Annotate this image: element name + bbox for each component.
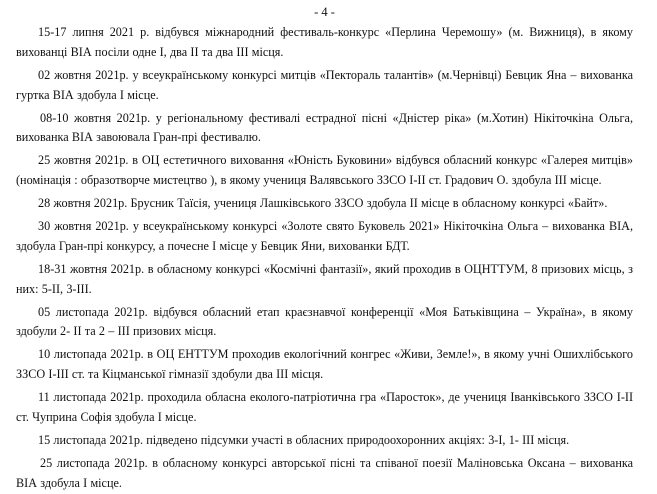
paragraph-zhyvy-zemle: 10 листопада 2021р. в ОЦ ЕНТТУМ проходив екологічний конгрес «Живи, Земле!», в якому учні Ошихлібського ЗЗСО І-ІІІ ст. та Кіцманської гімназії здобули два ІІІ місця. <box>16 347 633 382</box>
paragraph-pryrodookhoronni-aktsii: 15 листопада 2021р. підведено підсумки участі в обласних природоохоронних акціях: 3-І, 1- ІІІ місця. <box>38 433 570 448</box>
paragraph-kosmichni-fantazii: 18-31 жовтня 2021р. в обласному конкурсі «Космічні фантазії», який проходив в ОЦНТТУМ, 8 призових місць, з них: 5-ІІ, 3-ІІІ. <box>16 261 633 296</box>
paragraph-parostok: 11 листопада 2021р. проходила обласна еколого-патріотична гра «Паросток», де учениця Іванківського ЗЗСО І-ІІ ст. Чуприна Софія здобула І місце. <box>16 390 633 425</box>
paragraph-bait-contest: 28 жовтня 2021р. Брусник Таїсія, учениця Лашківського ЗЗСО здобула ІІ місце в обласному конкурсі «Байт». <box>38 196 608 211</box>
paragraph-cheremosh-festival: 15-17 липня 2021 р. відбувся міжнародний фестиваль-конкурс «Перлина Черемошу» (м. Вижниця), в якому вихованці ВІА посіли одне І, два ІІ та два ІІІ місця. <box>16 25 633 59</box>
paragraph-moia-batkivshchyna: 05 листопада 2021р. відбувся обласний етап краєзнавчої конференції «Моя Батьківщина – Україна», в якому здобули 2- ІІ та 2 – ІІІ призових місця. <box>16 304 633 339</box>
paragraph-galereia-myttsiv: 25 жовтня 2021р. в ОЦ естетичного виховання «Юність Буковини» відбувся обласний конкурс «Галерея митців» (номінація : образотворче мистецтво ), в якому учениця Валявського ЗЗСО І-ІІ ст. Градович О. здобула ІІІ місце. <box>16 153 633 188</box>
paragraph-zolote-sviato-bukovel: 30 жовтня 2021р. у всеукраїнському конкурсі «Золоте свято Буковель 2021» Нікіточкіна Ольга – вихованка ВІА, здобула Гран-прі конкурсу, а почесне І місце у Бевцик Яни, вихованки БДТ. <box>16 219 633 253</box>
page-number: - 4 - <box>314 5 335 19</box>
paragraph-dnister-rika: 08-10 жовтня 2021р. у регіональному фестивалі естрадної пісні «Дністер ріка» (м.Хотин) Нікіточкіна Ольга, вихованка ВІА завоювала Гран-прі фестивалю. <box>16 110 633 145</box>
paragraph-avtorska-pisnia: 25 листопада 2021р. в обласному конкурсі авторської пісні та співаної поезії Маліновська Оксана – вихованка ВІА здобула І місце. <box>16 456 633 490</box>
paragraph-pectoral-talents: 02 жовтня 2021р. у всеукраїнському конкурсі митців «Пектораль талантів» (м.Чернівці) Бевцик Яна – вихованка гуртка ВІА здобула І місце. <box>16 67 633 102</box>
